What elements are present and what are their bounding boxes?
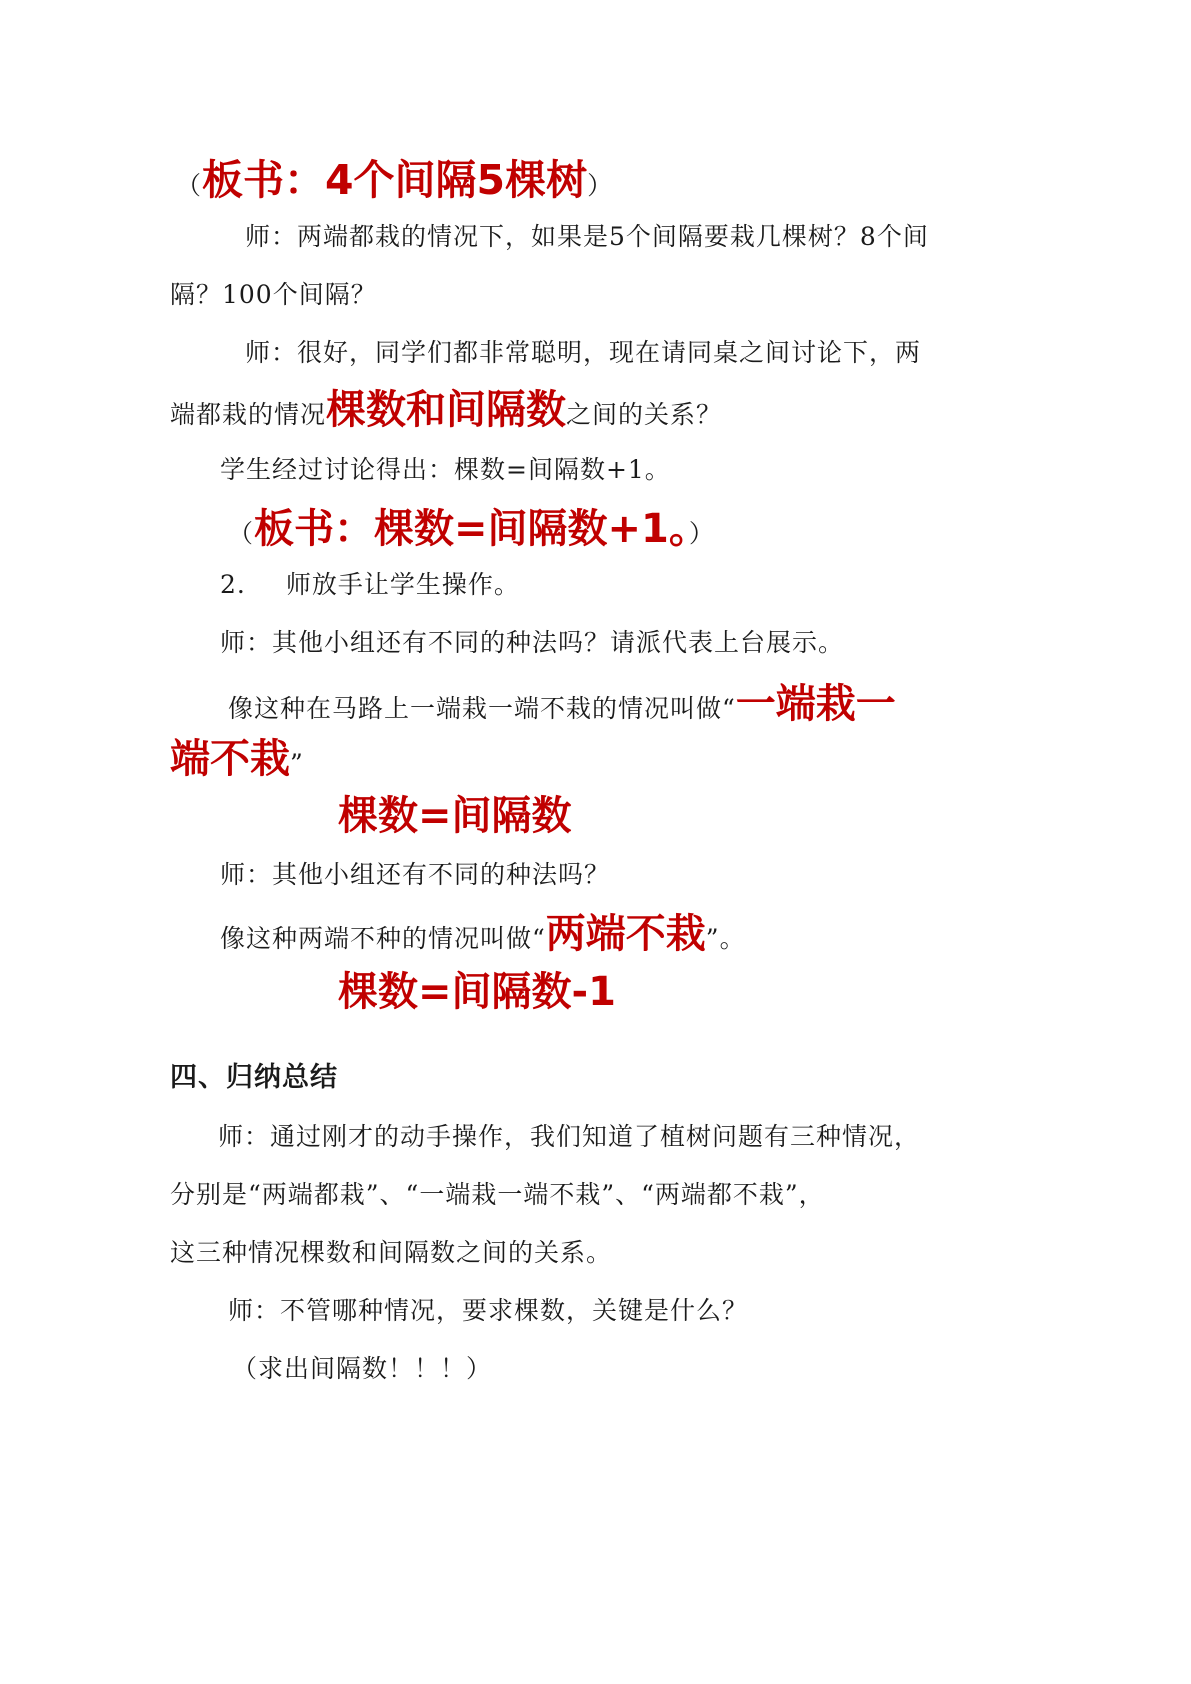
- paren-close: ）: [587, 171, 614, 200]
- highlight-one-end-cont: 端不栽: [170, 736, 290, 782]
- teacher-praise-line-1: 师：很好，同学们都非常聪明，现在请同桌之间讨论下，两: [245, 338, 922, 367]
- board-note-2-text: 板书：棵数=间隔数+1。: [254, 506, 689, 552]
- text-segment: ”: [290, 749, 304, 778]
- highlight-relation: 棵数和间隔数: [326, 387, 567, 433]
- teacher-question-line-1: 师：两端都栽的情况下，如果是5个间隔要栽几棵树？8个间: [245, 222, 929, 251]
- section-heading: 四、归纳总结: [170, 1062, 338, 1093]
- highlight-one-end: 一端栽一: [735, 681, 896, 727]
- board-note-2: [228, 505, 715, 553]
- teacher-question-line-2: 隔？100个间隔？: [170, 280, 377, 309]
- key-answer: （求出间隔数！！！）: [232, 1354, 493, 1383]
- text-segment: 端都栽的情况: [170, 400, 327, 429]
- paren-open: （: [176, 171, 203, 200]
- neither-end-description: [220, 910, 746, 958]
- board-note-1-text: 板书：4个间隔5棵树: [202, 156, 588, 204]
- student-conclusion: 学生经过讨论得出：棵数=间隔数+1。: [220, 455, 671, 484]
- highlight-neither-end: 两端不栽: [545, 911, 706, 957]
- summary-line-1: 师：通过刚才的动手操作，我们知道了植树问题有三种情况，: [218, 1122, 921, 1151]
- teacher-praise-line-2: [170, 386, 722, 434]
- text-segment: 之间的关系？: [566, 400, 723, 429]
- teacher-ask-groups-1: 师：其他小组还有不同的种法吗？请派代表上台展示。: [220, 628, 845, 657]
- formula-one-end: 棵数=间隔数: [338, 793, 572, 839]
- formula-neither-end: 棵数=间隔数-1: [338, 969, 616, 1015]
- summary-line-3: 这三种情况棵数和间隔数之间的关系。: [170, 1238, 613, 1267]
- paren-close: ）: [688, 519, 715, 548]
- paren-open: （: [228, 519, 255, 548]
- summary-line-2: 分别是“两端都栽”、“一端栽一端不栽”、“两端都不栽”，: [170, 1180, 825, 1209]
- step-text: 师放手让学生操作。: [285, 570, 520, 599]
- one-end-description-line-2: [170, 735, 304, 783]
- step-2: [220, 570, 520, 600]
- step-number: 2.: [220, 570, 246, 599]
- board-note-1: [176, 156, 613, 205]
- one-end-description-line-1: [228, 680, 896, 728]
- text-segment: 像这种两端不种的情况叫做“: [220, 924, 546, 953]
- text-segment: 像这种在马路上一端栽一端不栽的情况叫做“: [228, 694, 736, 723]
- teacher-ask-groups-2: 师：其他小组还有不同的种法吗？: [220, 860, 611, 889]
- text-segment: ”。: [705, 924, 746, 953]
- teacher-key-question: 师：不管哪种情况，要求棵数，关键是什么？: [228, 1296, 749, 1325]
